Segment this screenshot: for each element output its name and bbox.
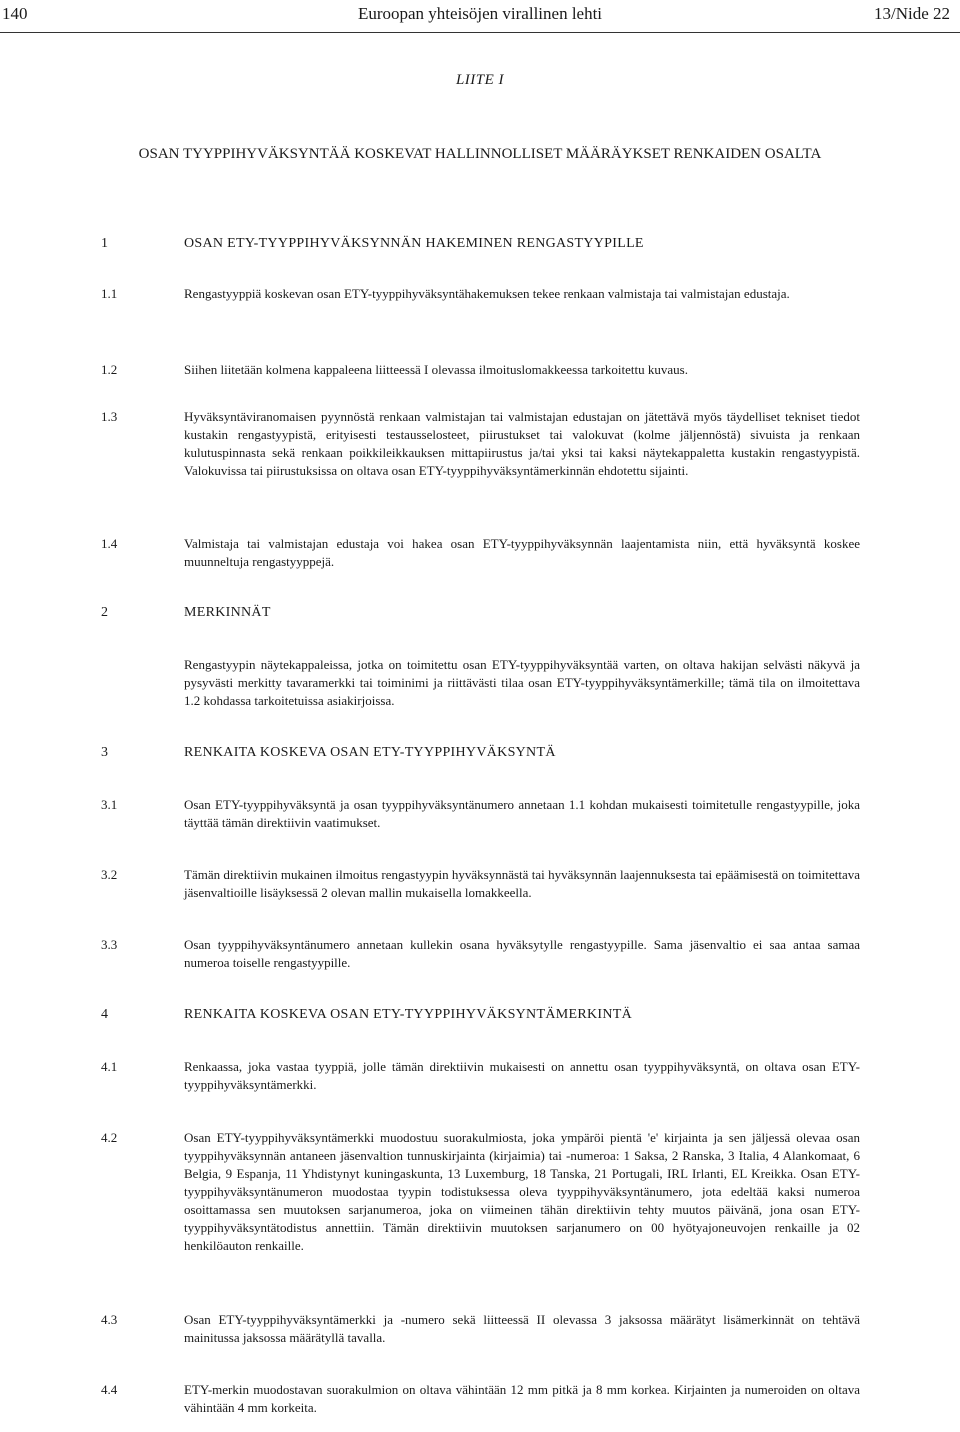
paragraph-text: Siihen liitetään kolmena kappaleena liitteessä I olevassa ilmoituslomakkeessa tarkoitettu kuvaus.	[184, 362, 688, 377]
section-heading: RENKAITA KOSKEVA OSAN ETY-TYYPPIHYVÄKSYNTÄMERKINTÄ	[184, 1007, 633, 1022]
paragraph-number: 3.1	[101, 797, 118, 812]
page-header	[0, 4, 960, 34]
paragraph-number: 1.4	[101, 536, 118, 551]
section-heading: OSAN ETY-TYYPPIHYVÄKSYNNÄN HAKEMINEN RENGASTYYPILLE	[184, 236, 644, 251]
paragraph-text: ETY-merkin muodostavan suorakulmion on oltava vähintään 12 mm pitkä ja 8 mm korkea. Kirjainten ja numeroiden on oltava vähintään 4 mm korkeita.	[184, 1382, 860, 1415]
paragraph-number: 1.2	[101, 362, 118, 377]
header-rule	[0, 32, 960, 33]
paragraph-number: 4.2	[101, 1130, 118, 1145]
paragraph-text: Tämän direktiivin mukainen ilmoitus rengastyypin hyväksynnästä tai hyväksynnän laajennuksesta tai epäämisestä on toimitettava jäsenvaltioille lisäyksessä 2 olevan mallin mukaisella lomakkeella.	[184, 867, 860, 900]
paragraph-text: Osan tyyppihyväksyntänumero annetaan kullekin osana hyväksytylle rengastyypille. Sama jäsenvaltio ei saa antaa samaa numeroa toiselle rengastyypille.	[184, 937, 860, 970]
section-number: 4	[101, 1007, 109, 1022]
section-number: 1	[101, 236, 109, 251]
paragraph-number: 4.4	[101, 1382, 118, 1397]
paragraph-number: 4.3	[101, 1312, 118, 1327]
annex-label: LIITE I	[455, 72, 505, 88]
document-title: OSAN TYYPPIHYVÄKSYNTÄÄ KOSKEVAT HALLINNOLLISET MÄÄRÄYKSET RENKAIDEN OSALTA	[138, 146, 822, 162]
paragraph-text: Hyväksyntäviranomaisen pyynnöstä renkaan valmistajan tai valmistajan edustajan on jätettävä myös täydelliset tekniset tiedot kustakin rengastyypistä, erityisesti testausselosteet, piirustukset tai valokuvat (kolme jäljennöstä) sivuista ja renkaan kulutuspinnasta sekä renkaan poikkileikkauksen mittapiirustus ja/tai yksi tai kaksi näytekappaletta kustakin rengastyypistä. Valokuvissa tai piirustuksissa on oltava osan ETY-tyyppihyväksyntämerkinnän ehdotettu sijainti.	[184, 409, 860, 478]
section-heading: RENKAITA KOSKEVA OSAN ETY-TYYPPIHYVÄKSYNTÄ	[184, 745, 556, 760]
paragraph-number: 3.3	[101, 937, 118, 952]
paragraph-number: 3.2	[101, 867, 118, 882]
section-number: 3	[101, 745, 109, 760]
page-number: 140	[2, 4, 28, 23]
paragraph-text: Valmistaja tai valmistajan edustaja voi hakea osan ETY-tyyppihyväksynnän laajentamista niin, että hyväksyntä koskee muunneltuja rengastyyppejä.	[184, 536, 860, 569]
paragraph-text: Renkaassa, joka vastaa tyyppiä, jolle tämän direktiivin mukaisesti on annettu osan tyyppihyväksyntä, on oltava osan ETY-tyyppihyväksyntämerkki.	[184, 1059, 860, 1092]
issue-number: 13/Nide 22	[873, 4, 950, 23]
paragraph-text: Rengastyypin näytekappaleissa, jotka on toimitettu osan ETY-tyyppihyväksyntää varten, on oltava hakijan selvästi näkyvä ja pysyvästi merkitty tavaramerkki tai toiminimi ja riittävästi tilaa osan ETY-tyyppihyväksyntämerkille; tämä tila on ilmoitettava 1.2 kohdassa tarkoitetuissa asiakirjoissa.	[184, 657, 860, 708]
paragraph-number: 1.1	[101, 286, 118, 301]
paragraph-text: Osan ETY-tyyppihyväksyntämerkki muodostuu suorakulmiosta, joka ympäröi pientä 'e' kirjainta ja sen jäljessä olevaa osan tyyppihyväksynnän antaneen jäsenvaltion tunnuskirjainta (kirjaimia) tai -numeroa: 1 Saksa, 2 Ranska, 3 Italia, 4 Alankomaat, 6 Belgia, 9 Espanja, 11 Yhdistynyt kuningaskunta, 13 Luxemburg, 18 Tanska, 21 Portugali, IRL Irlanti, EL Kreikka. Osan ETY-tyyppihyväksyntänumeron muodostaa tyypin todistuksessa oleva tyyppihyväksyntänumero, jota edeltää kaksi numeroa osoittamassa sen muutoksen sarjanumeroa, joka on viimeinen tähän direktiivin tehty muutos päivänä, jona osan ETY-tyyppihyväksyntätodistus annettiin. Tämän direktiivin muutoksen sarjanumero on 00 hyötyajoneuvojen renkaille ja 02 henkilöauton renkaille.	[184, 1130, 860, 1253]
paragraph-text: Rengastyyppiä koskevan osan ETY-tyyppihyväksyntähakemuksen tekee renkaan valmistaja tai valmistajan edustaja.	[184, 286, 790, 301]
section-heading: MERKINNÄT	[184, 605, 271, 620]
paragraph-number: 4.1	[101, 1059, 118, 1074]
paragraph-text: Osan ETY-tyyppihyväksyntä ja osan tyyppihyväksyntänumero annetaan 1.1 kohdan mukaisesti toimitetulle rengastyypille, joka täyttää tämän direktiivin vaatimukset.	[184, 797, 860, 830]
section-number: 2	[101, 605, 109, 620]
paragraph-number: 1.3	[101, 409, 118, 424]
paragraph-text: Osan ETY-tyyppihyväksyntämerkki ja -numero sekä liitteessä II olevassa 3 jaksossa määrätyt lisämerkinnät on tehtävä mainitussa jaksossa määrätyllä tavalla.	[184, 1312, 860, 1345]
journal-title: Euroopan yhteisöjen virallinen lehti	[357, 4, 603, 23]
